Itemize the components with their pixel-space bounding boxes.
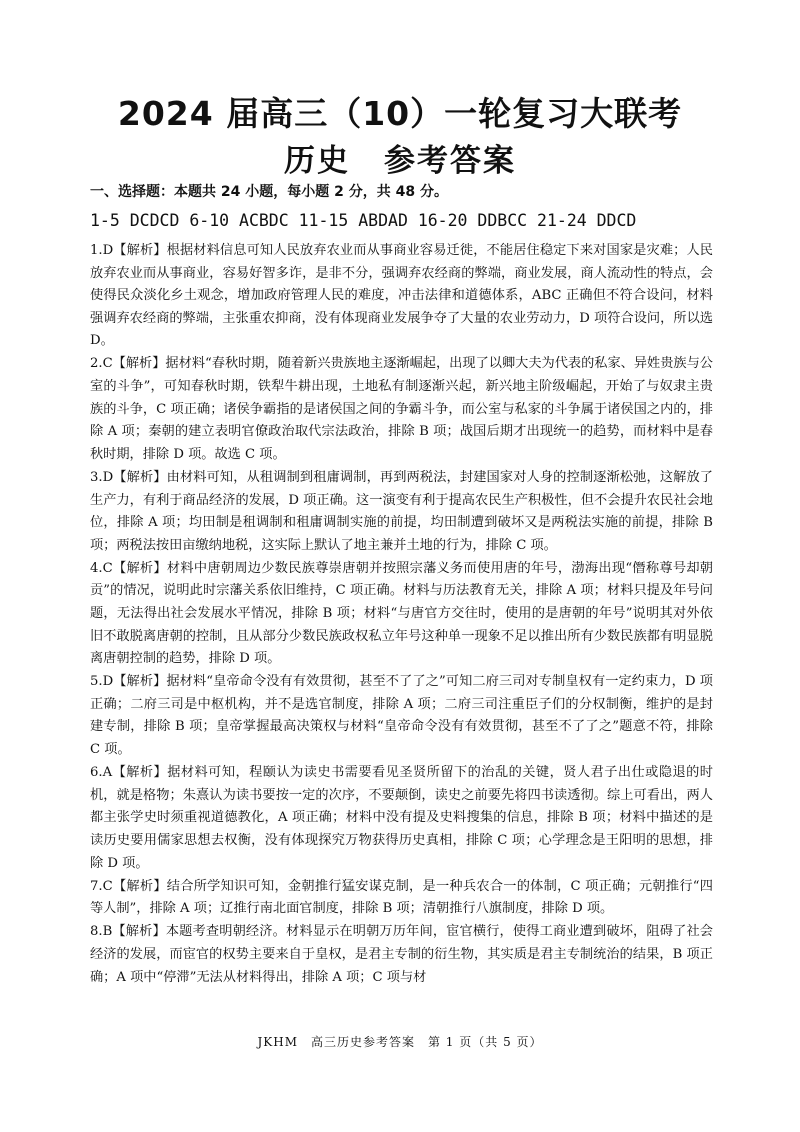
exam-title: 2024 届高三（10）一轮复习大联考 [117,94,683,133]
explanation-q5: 5.D【解析】据材料“皇帝命令没有有效贯彻，甚至不了了之”可知二府三司对专制皇权有一定约束力，D 项正确；二府三司是中枢机构，并不是选官制度，排除 A 项；二府三司注重臣子们的分权制衡，维护的是封建专制，排除 B 项；皇帝掌握最高决策权与材料“皇帝命令没有有效贯彻，甚至不了了之”题意不符，排除 C 项。 [90,674,713,758]
explanation-q8: 8.B【解析】本题考查明朝经济。材料显示在明朝万历年间，宦官横行，使得工商业遭到破坏，阻碍了社会经济的发展，而宦官的权势主要来自于皇权，是君主专制的衍生物，其实质是君主专制统治的结果，B 项正确；A 项中“停滞”无法从材料得出，排除 A 项；C 项与材 [90,924,713,985]
page-footer: JKHM 高三历史参考答案 第 1 页（共 5 页） [257,1035,543,1049]
explanations-list [90,240,713,990]
explanation-q1: 1.D【解析】根据材料信息可知人民放弃农业而从事商业容易迁徙，不能居住稳定下来对国家是灾难；人民放弃农业而从事商业，容易好智多诈，是非不分，强调弃农经商的弊端，商业发展，商人流动性的特点，会使得民众淡化乡土观念，增加政府管理人民的难度，冲击法律和道德体系，ABC 正确但不符合设问，材料强调弃农经商的弊端，主张重农抑商，没有体现商业发展争夺了大量的农业劳动力，D 项符合设问，所以选 D。 [90,243,713,349]
doc-type: 参考答案 [384,143,516,179]
subject-name: 历史 [284,143,350,179]
section-heading: 一、选择题：本题共 24 小题，每小题 2 分，共 48 分。 [90,184,448,200]
answer-key-line: 1-5 DCDCD 6-10 ACBDC 11-15 ABDAD 16-20 DDBCC 21-24 DDCD [90,211,637,230]
subject-title [0,140,800,182]
explanation-q6: 6.A【解析】据材料可知，程颐认为读史书需要看见圣贤所留下的治乱的关键，贤人君子出仕或隐退的时机，就是格物；朱熹认为读书要按一定的次序，不要颠倒，读史之前要先将四书读透彻。综上可看出，两人都主张学史时须重视道德教化，A 项正确；材料中没有提及史料搜集的信息，排除 B 项；材料中描述的是读历史要用儒家思想去权衡，没有体现探究万物获得历史真相，排除 C 项；心学理念是王阳明的思想，排除 D 项。 [90,765,713,871]
explanation-q7: 7.C【解析】结合所学知识可知，金朝推行猛安谋克制，是一种兵农合一的体制，C 项正确；元朝推行“四等人制”，排除 A 项；辽推行南北面官制度，排除 B 项；清朝推行八旗制度，排除 D 项。 [90,878,713,917]
explanation-q2: 2.C【解析】据材料“春秋时期，随着新兴贵族地主逐渐崛起，出现了以卿大夫为代表的私家、异姓贵族与公室的斗争”，可知春秋时期，铁犁牛耕出现，土地私有制逐渐兴起，新兴地主阶级崛起，开始了与奴隶主贵族的斗争，C 项正确；诸侯争霸指的是诸侯国之间的争霸斗争，而公室与私家的斗争属于诸侯国之内的，排除 A 项；秦朝的建立表明官僚政治取代宗法政治，排除 B 项；战国后期才出现统一的趋势，而材料中是春秋时期，排除 D 项。故选 C 项。 [90,356,713,462]
explanation-q3: 3.D【解析】由材料可知，从租调制到租庸调制，再到两税法，封建国家对人身的控制逐渐松弛，这解放了生产力，有利于商品经济的发展，D 项正确。这一演变有利于提高农民生产积极性，但不会提升农民社会地位，排除 A 项；均田制是租调制和租庸调制实施的前提，均田制遭到破坏又是两税法实施的前提，排除 B 项；两税法按田亩缴纳地税，这实际上默认了地主兼并土地的行为，排除 C 项。 [90,469,713,553]
explanation-q4: 4.C【解析】材料中唐朝周边少数民族尊崇唐朝并按照宗藩义务而使用唐的年号，渤海出现“僭称尊号却朝贡”的情况，说明此时宗藩关系依旧维持，C 项正确。材料与历法教育无关，排除 A 项；材料只提及年号问题，无法得出社会发展水平情况，排除 B 项；材料“与唐官方交往时，使用的是唐朝的年号”说明其对外依旧不敢脱离唐朝的控制，且从部分少数民族政权私立年号这种单一现象不足以推出所有少数民族都有明显脱离唐朝控制的趋势，排除 D 项。 [90,560,713,667]
